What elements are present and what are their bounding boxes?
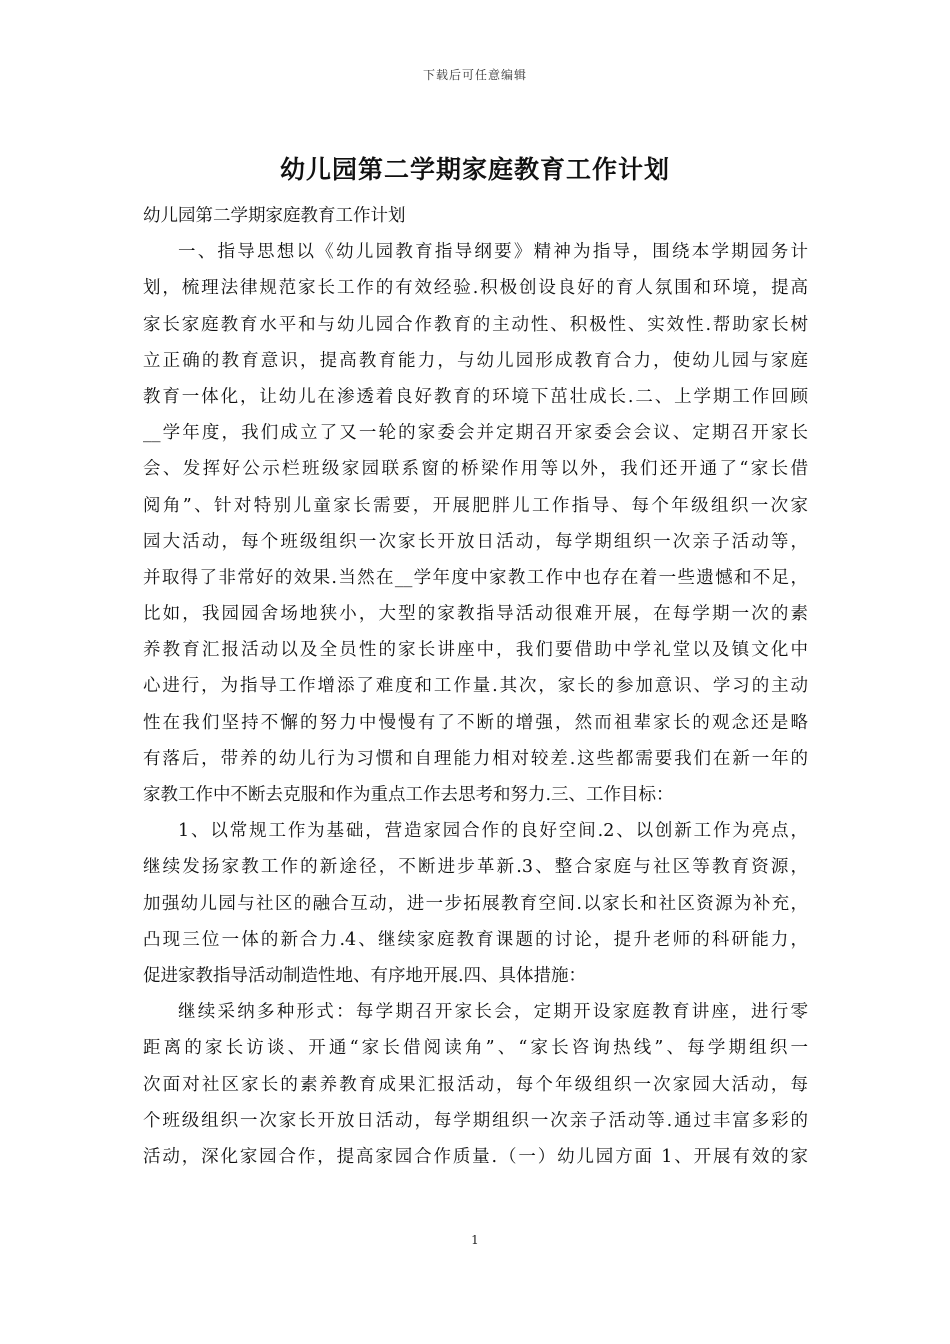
text-line: 促进家教指导活动制造性地、有序地开展.四、具体措施：: [143, 965, 587, 986]
text-line: 凸现三位一体的新合力.4、继续家庭教育课题的讨论，提升老师的科研能力，: [143, 929, 808, 950]
document-body: [143, 198, 808, 1175]
text-line: 距离的家长访谈、开通“家长借阅读角”、“家长咨询热线”、每学期组织一: [143, 1038, 808, 1059]
text-line: 立正确的教育意识，提高教育能力，与幼儿园形成教育合力，使幼儿园与家庭: [143, 350, 808, 371]
text-line: 教育一体化，让幼儿在渗透着良好教育的环境下茁壮成长.二、上学期工作回顾: [143, 386, 808, 407]
text-line: 养教育汇报活动以及全员性的家长讲座中，我们要借助中学礼堂以及镇文化中: [143, 640, 808, 661]
page-number: 1: [471, 1233, 479, 1247]
document-subtitle: 幼儿园第二学期家庭教育工作计划: [143, 206, 406, 226]
text-line: 有落后，带养的幼儿行为习惯和自理能力相对较差.这些都需要我们在新一年的: [143, 748, 808, 769]
text-line: 比如，我园园舍场地狭小，大型的家教指导活动很难开展，在每学期一次的素: [143, 604, 808, 625]
text-line: 继续发扬家教工作的新途径，不断进步革新.3、整合家庭与社区等教育资源，: [143, 857, 808, 878]
text-line: 家教工作中不断去克服和作为重点工作去思考和努力.三、工作目标：: [143, 785, 674, 805]
paragraph-2: [143, 813, 808, 994]
text-line: 心进行，为指导工作增添了难度和工作量.其次，家长的参加意识、学习的主动: [143, 676, 808, 697]
text-line: 一、指导思想以《幼儿园教育指导纲要》精神为指导，围绕本学期园务计: [178, 242, 808, 263]
text-line: 继续采纳多种形式：每学期召开家长会，定期开设家庭教育讲座，进行零: [178, 1002, 808, 1023]
text-line: 阅角”、针对特别儿童家长需要，开展肥胖儿工作指导、每个年级组织一次家: [143, 495, 808, 516]
document-title: 幼儿园第二学期家庭教育工作计划: [279, 155, 670, 184]
text-line: 并取得了非常好的效果.当然在__学年度中家教工作中也存在着一些遗憾和不足，: [143, 567, 808, 588]
paragraph-1: [143, 234, 808, 813]
text-line: 园大活动，每个班级组织一次家长开放日活动，每学期组织一次亲子活动等，: [143, 531, 808, 552]
text-line: 加强幼儿园与社区的融合互动，进一步拓展教育空间.以家长和社区资源为补充，: [143, 893, 808, 914]
text-line: 家长家庭教育水平和与幼儿园合作教育的主动性、积极性、实效性.帮助家长树: [143, 314, 808, 335]
text-line: 活动，深化家园合作，提高家园合作质量.（一）幼儿园方面 1、开展有效的家: [143, 1146, 808, 1167]
page-header-note: 下载后可任意编辑: [422, 68, 527, 82]
text-line: 个班级组织一次家长开放日活动，每学期组织一次亲子活动等.通过丰富多彩的: [143, 1110, 808, 1131]
text-line: 划，梳理法律规范家长工作的有效经验.积极创设良好的育人氛围和环境，提高: [143, 278, 808, 299]
text-line: 1、以常规工作为基础，营造家园合作的良好空间.2、以创新工作为亮点，: [178, 821, 808, 842]
text-line: 会、发挥好公示栏班级家园联系窗的桥梁作用等以外，我们还开通了“家长借: [143, 459, 808, 480]
text-line: __学年度，我们成立了又一轮的家委会并定期召开家委会会议、定期召开家长: [143, 423, 808, 444]
text-line: 次面对社区家长的素养教育成果汇报活动，每个年级组织一次家园大活动，每: [143, 1074, 808, 1095]
text-line: 性在我们坚持不懈的努力中慢慢有了不断的增强，然而祖辈家长的观念还是略: [143, 712, 808, 733]
paragraph-3: [143, 994, 808, 1175]
